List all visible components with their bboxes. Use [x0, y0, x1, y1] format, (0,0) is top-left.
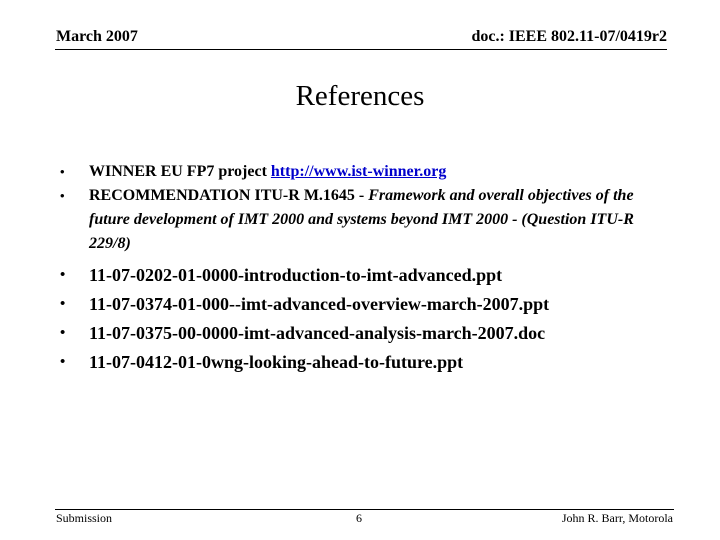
footer-author: John R. Barr, Motorola	[561, 511, 673, 525]
file-item	[60, 261, 660, 290]
slide-title: References	[295, 80, 425, 112]
bullet-icon: •	[60, 354, 66, 370]
bullet-icon: •	[60, 296, 66, 312]
header-divider	[55, 49, 667, 50]
reference-item-itu	[60, 184, 660, 256]
file-item	[60, 319, 660, 348]
footer-divider	[55, 509, 674, 510]
file-name: 11-07-0374-01-000--imt-advanced-overview-march-2007.ppt	[89, 294, 550, 314]
file-item	[60, 348, 660, 377]
bullet-icon: •	[60, 325, 66, 341]
bullet-icon: •	[60, 164, 65, 179]
reference-text: RECOMMENDATION ITU-R M.1645 -	[89, 187, 369, 204]
reference-italic-title: Framework and overall objectives of the future development of IMT 2000 and systems beyond IMT 2000 - (Question ITU-R 229/8)	[89, 187, 634, 252]
bullet-icon: •	[60, 267, 66, 283]
header-doc-id: doc.: IEEE 802.11-07/0419r2	[471, 28, 667, 45]
reference-item-winner	[60, 160, 660, 184]
bullet-icon: •	[60, 188, 65, 203]
file-name: 11-07-0202-01-0000-introduction-to-imt-advanced.ppt	[89, 265, 503, 285]
winner-link[interactable]: http://www.ist-winner.org	[270, 163, 447, 180]
footer-submission: Submission	[56, 511, 113, 525]
file-item	[60, 290, 660, 319]
file-name: 11-07-0412-01-0wng-looking-ahead-to-future.ppt	[89, 352, 464, 372]
reference-list	[60, 160, 660, 377]
header-date: March 2007	[56, 28, 138, 45]
file-name: 11-07-0375-00-0000-imt-advanced-analysis-march-2007.doc	[89, 323, 546, 343]
reference-text: WINNER EU FP7 project	[89, 163, 271, 180]
page-number: 6	[356, 511, 362, 525]
